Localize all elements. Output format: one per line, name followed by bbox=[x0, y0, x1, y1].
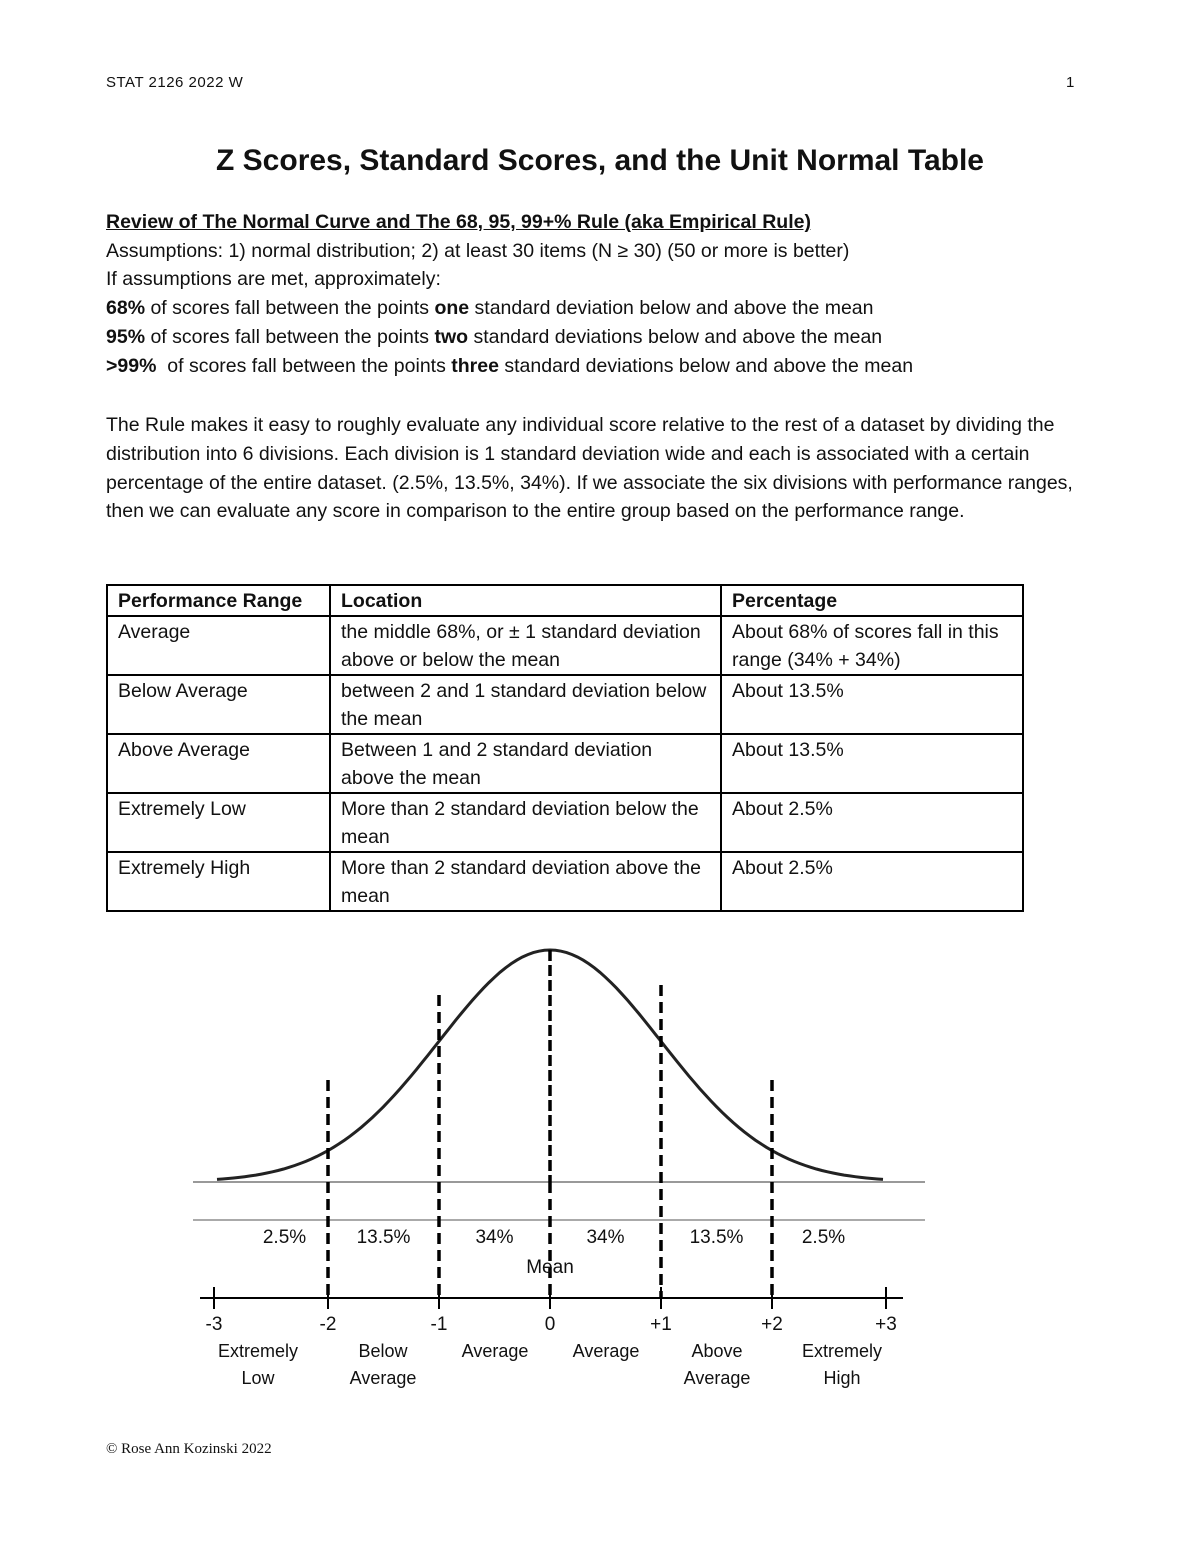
z-tick-label: -2 bbox=[319, 1314, 337, 1335]
rule-68-text-b: standard deviation below and above the mean bbox=[469, 297, 874, 320]
rule-95-pct: 95% bbox=[106, 325, 146, 348]
region-percentage-label: 13.5% bbox=[356, 1227, 411, 1248]
rule-68-line bbox=[106, 294, 1106, 323]
performance-label: Extremely High bbox=[801, 1341, 883, 1388]
rule-99-word: three bbox=[451, 354, 499, 377]
footer-copyright: © Rose Ann Kozinski 2022 bbox=[106, 1441, 272, 1457]
normal-curve-chart bbox=[0, 930, 1200, 1410]
region-percentage-label: 34% bbox=[475, 1227, 514, 1248]
cell-range: Average bbox=[107, 616, 330, 675]
if-met-line: If assumptions are met, approximately: bbox=[106, 268, 441, 291]
cell-percentage: About 13.5% bbox=[721, 675, 1023, 734]
section-heading: Review of The Normal Curve and The 68, 95, 99+% Rule (aka Empirical Rule) bbox=[106, 211, 811, 233]
cell-location: between 2 and 1 standard deviation below the mean bbox=[330, 675, 721, 734]
table-row bbox=[107, 675, 1023, 734]
z-tick-label: -3 bbox=[205, 1314, 223, 1335]
performance-label: Average bbox=[572, 1341, 640, 1361]
z-tick-label: -1 bbox=[430, 1314, 448, 1335]
rule-68-text-a: of scores fall between the points bbox=[145, 297, 435, 320]
performance-label: Below Average bbox=[349, 1341, 417, 1388]
page-title: Z Scores, Standard Scores, and the Unit Normal Table bbox=[216, 144, 984, 177]
rule-95-text-a: of scores fall between the points bbox=[145, 325, 435, 348]
region-percentage-label: 34% bbox=[586, 1227, 625, 1248]
table-row bbox=[107, 852, 1023, 911]
mean-label: Mean bbox=[526, 1257, 574, 1278]
cell-location: Between 1 and 2 standard deviation above the mean bbox=[330, 734, 721, 793]
table-row bbox=[107, 616, 1023, 675]
cell-location: More than 2 standard deviation above the mean bbox=[330, 852, 721, 911]
rule-68-word: one bbox=[434, 297, 470, 320]
table-header-row bbox=[107, 585, 1023, 616]
z-tick-label: +2 bbox=[761, 1314, 783, 1335]
rule-99-line bbox=[106, 352, 1106, 381]
z-tick-label: +1 bbox=[650, 1314, 672, 1335]
performance-label: Extremely Low bbox=[217, 1341, 299, 1388]
header-performance-range: Performance Range bbox=[107, 585, 330, 616]
cell-percentage: About 2.5% bbox=[721, 852, 1023, 911]
region-percentage-label: 2.5% bbox=[262, 1227, 307, 1248]
cell-location: the middle 68%, or ± 1 standard deviation above or below the mean bbox=[330, 616, 721, 675]
rule-95-line bbox=[106, 323, 1106, 352]
rule-95-word: two bbox=[434, 325, 469, 348]
cell-percentage: About 13.5% bbox=[721, 734, 1023, 793]
review-section bbox=[106, 208, 1106, 380]
rule-paragraph: The Rule makes it easy to roughly evaluate any individual score relative to the rest of a dataset by dividing the distribution into 6 divisions. Each division is 1 standard deviation wide and each is associated with a certain percentage of the entire dataset. (2.5%, 13.5%, 34%). If we associate the six divisions with performance ranges, then we can evaluate any score in comparison to the entire group based on the performance range. bbox=[106, 414, 1073, 523]
cell-location: More than 2 standard deviation below the mean bbox=[330, 793, 721, 852]
rule-99-text-b: standard deviations below and above the mean bbox=[498, 354, 914, 377]
rule-99-pct: >99% bbox=[106, 354, 157, 377]
rule-95-text-b: standard deviations below and above the mean bbox=[468, 325, 883, 348]
assumptions-line: Assumptions: 1) normal distribution; 2) at least 30 items (N ≥ 30) (50 or more is better) bbox=[106, 239, 850, 262]
header-percentage: Percentage bbox=[721, 585, 1023, 616]
page-number: 1 bbox=[1066, 74, 1075, 91]
header-course: STAT 2126 2022 W bbox=[106, 74, 244, 91]
performance-label: Above Average bbox=[683, 1341, 751, 1388]
cell-range: Below Average bbox=[107, 675, 330, 734]
cell-percentage: About 2.5% bbox=[721, 793, 1023, 852]
table-row bbox=[107, 793, 1023, 852]
header-location: Location bbox=[330, 585, 721, 616]
table-row bbox=[107, 734, 1023, 793]
performance-table bbox=[106, 584, 1024, 912]
region-percentage-label: 2.5% bbox=[801, 1227, 846, 1248]
z-tick-label: +3 bbox=[875, 1314, 897, 1335]
performance-label: Average bbox=[461, 1341, 529, 1361]
rule-99-text-a: of scores fall between the points bbox=[156, 354, 452, 377]
rule-68-pct: 68% bbox=[106, 297, 146, 320]
z-tick-label: 0 bbox=[544, 1314, 556, 1335]
cell-percentage: About 68% of scores fall in this range (34% + 34%) bbox=[721, 616, 1023, 675]
region-percentage-label: 13.5% bbox=[689, 1227, 744, 1248]
cell-range: Above Average bbox=[107, 734, 330, 793]
cell-range: Extremely High bbox=[107, 852, 330, 911]
cell-range: Extremely Low bbox=[107, 793, 330, 852]
